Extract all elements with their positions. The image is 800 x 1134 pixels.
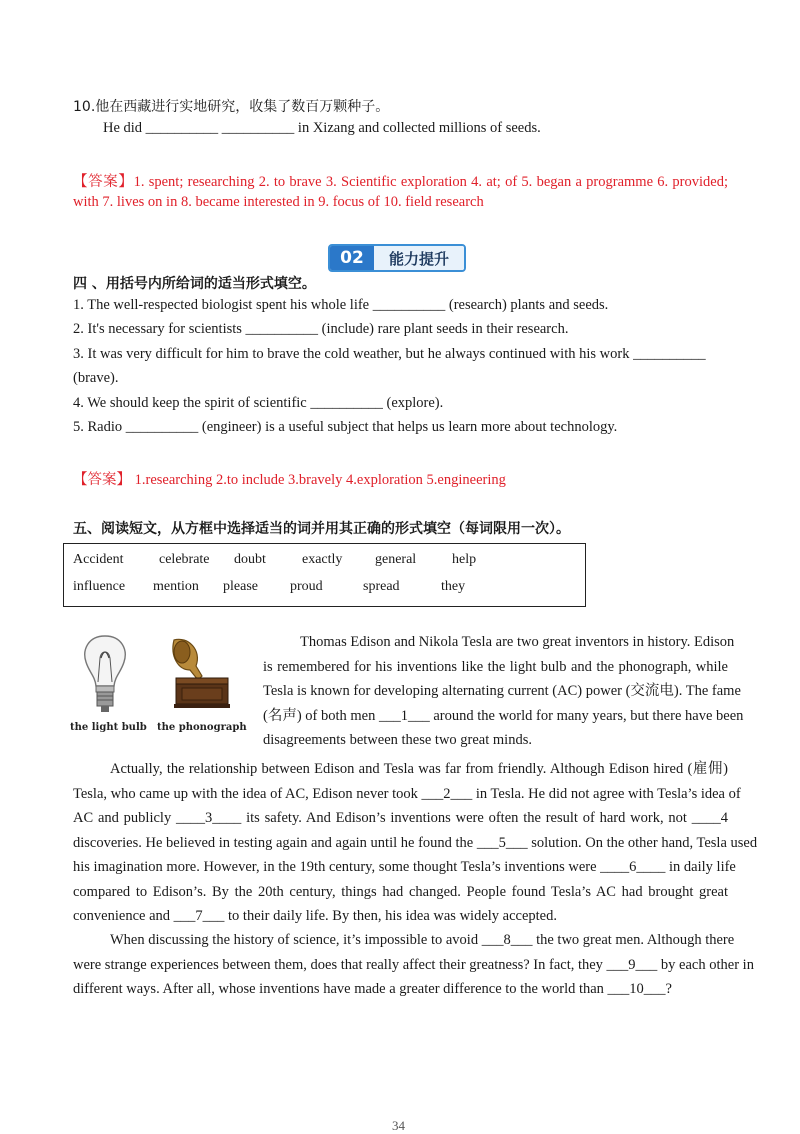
word-bank-word: help (452, 552, 477, 567)
passage-line: When discussing the history of science, it’s impossible to avoid ___8___ the two great men. Although there (110, 932, 735, 948)
word-bank-word: please (223, 579, 258, 594)
question-10-english: He did __________ __________ in Xizang and collected millions of seeds. (103, 120, 541, 136)
section-badge (328, 244, 466, 272)
exercise-item: 2. It's necessary for scientists __________ (include) rare plant seeds in their research. (73, 321, 569, 337)
answer-block-1-line2: with 7. lives on in 8. became interested in 9. focus of 10. field research (73, 194, 484, 210)
phonograph-illustration (168, 636, 236, 712)
passage-paragraph-3 (73, 928, 754, 1002)
word-bank-word: spread (363, 579, 400, 594)
exercise-item: 1. The well-respected biologist spent his whole life __________ (research) plants and seeds. (73, 297, 609, 313)
passage-line: compared to Edison’s. By the 20th century, things had changed. People found Tesla’s AC had brought great (73, 883, 728, 900)
exercise-item: 5. Radio __________ (engineer) is a useful subject that helps us learn more about technology. (73, 419, 618, 435)
question-10-chinese: 10.他在西藏进行实地研究，收集了数百万颗种子。 (73, 99, 390, 115)
light-bulb-illustration (80, 634, 130, 716)
page-number: 34 (392, 1118, 405, 1133)
exercise-item: 4. We should keep the spirit of scientific __________ (explore). (73, 395, 444, 411)
passage-line: Tesla is known for developing alternating current (AC) power (交流电). The fame (263, 683, 741, 699)
passage-line: Thomas Edison and Nikola Tesla are two great inventors in history. Edison (300, 634, 735, 650)
word-bank-word: exactly (302, 552, 343, 567)
section-4-heading: 四 、用括号内所给词的适当形式填空。 (73, 276, 316, 292)
badge-title: 能力提升 (374, 246, 464, 270)
passage-line: different ways. After all, whose inventions have made a greater difference to the world than ___10___? (73, 981, 672, 997)
passage-line: Actually, the relationship between Edison and Tesla was far from friendly. Although Edison hired (雇佣) (110, 761, 728, 777)
phonograph-caption: the phonograph (157, 722, 247, 733)
word-bank-box (63, 543, 586, 607)
word-bank-word: proud (290, 579, 323, 594)
word-bank-word: mention (153, 579, 199, 594)
passage-paragraph-1 (263, 630, 744, 753)
section-5-heading: 五、阅读短文，从方框中选择适当的词并用其正确的形式填空（每词限用一次）。 (73, 521, 570, 537)
section-4-answer: 【答案】 1.researching 2.to include 3.bravely 4.exploration 5.engineering (73, 472, 506, 488)
passage-line: Tesla, who came up with the idea of AC, Edison never took ___2___ in Tesla. He did not agree with Tesla’s idea of (73, 785, 741, 802)
word-bank-word: Accident (73, 552, 124, 567)
exercise-item: 3. It was very difficult for him to brave the cold weather, but he always continued with his work __________ (73, 346, 706, 362)
passage-line: (名声) of both men ___1___ around the world for many years, but there have been (263, 707, 744, 724)
answer-block-1-line1: 【答案】1. spent; researching 2. to brave 3. Scientific exploration 4. at; of 5. began a programme 6. provided; (73, 174, 728, 190)
word-bank-word: doubt (234, 552, 266, 567)
passage-paragraph-2 (73, 757, 758, 929)
passage-line: convenience and ___7___ to their daily life. By then, his idea was widely accepted. (73, 908, 557, 924)
passage-line: is remembered for his inventions like the light bulb and the phonograph, while (263, 658, 728, 675)
passage-line: were strange experiences between them, does that really affect their greatness? In fact, they ___9___ by each other in (73, 956, 754, 973)
bulb-caption: the light bulb (70, 722, 147, 733)
passage-line: AC and publicly ____3____ its safety. And Edison’s inventions were often the result of hard work, not ____4 (73, 810, 728, 826)
passage-line: discoveries. He believed in testing again and again until he found the ___5___ solution. On the other hand, Tesla used (73, 834, 758, 851)
word-bank-word: general (375, 552, 417, 567)
exercise-item-continuation: (brave). (73, 370, 119, 386)
badge-number: 02 (330, 246, 374, 270)
word-bank-word: influence (73, 579, 126, 594)
passage-line: his imagination more. However, in the 19th century, some thought Tesla’s inventions were ____6____ in daily life (73, 859, 736, 875)
passage-line: disagreements between these two great minds. (263, 732, 532, 748)
word-bank-word: they (441, 579, 466, 594)
word-bank-word: celebrate (159, 552, 210, 567)
